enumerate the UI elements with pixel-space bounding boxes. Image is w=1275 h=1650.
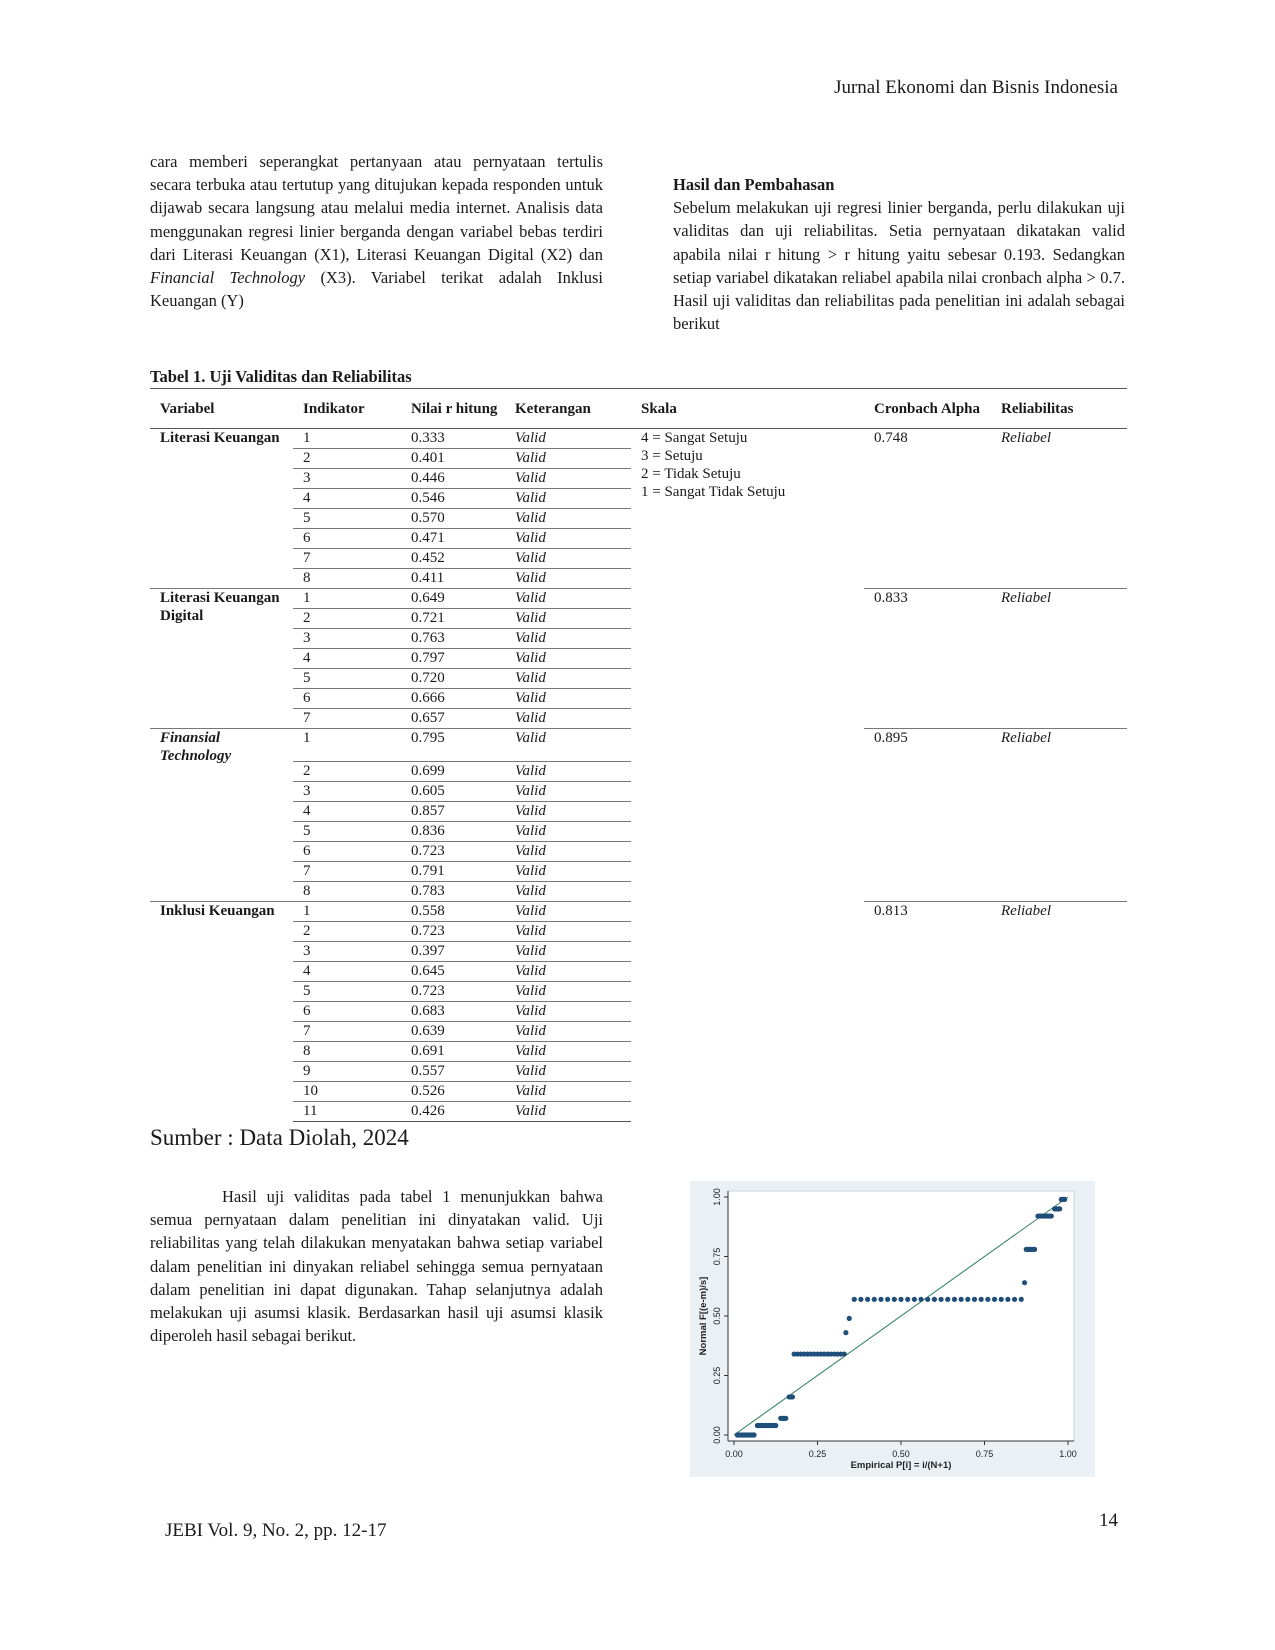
indicator-cell: 6 [293, 689, 401, 709]
keterangan-cell: Valid [505, 1062, 631, 1082]
keterangan-cell: Valid [505, 762, 631, 782]
r-value-cell: 0.401 [401, 449, 505, 469]
y-tick-label: 0.50 [712, 1307, 722, 1325]
data-point [945, 1297, 950, 1302]
y-tick-label: 1.00 [712, 1188, 722, 1206]
paragraph-methods-italic: Financial Technology [150, 268, 306, 288]
indicator-cell: 6 [293, 529, 401, 549]
indicator-cell: 4 [293, 649, 401, 669]
scale-item: 3 = Setuju [641, 448, 703, 464]
header-nilai-r: Nilai r hitung [401, 389, 505, 429]
indicator-cell: 3 [293, 469, 401, 489]
reliabilitas-cell: Reliabel [991, 902, 1127, 1122]
indicator-cell: 10 [293, 1082, 401, 1102]
indicator-cell: 4 [293, 802, 401, 822]
keterangan-cell: Valid [505, 802, 631, 822]
r-value-cell: 0.649 [401, 589, 505, 609]
indicator-cell: 1 [293, 589, 401, 609]
keterangan-cell: Valid [505, 842, 631, 862]
reliabilitas-cell: Reliabel [991, 589, 1127, 729]
data-point [1057, 1206, 1062, 1211]
indicator-cell: 3 [293, 942, 401, 962]
keterangan-cell: Valid [505, 489, 631, 509]
indicator-cell: 8 [293, 1042, 401, 1062]
keterangan-cell: Valid [505, 1042, 631, 1062]
indicator-cell: 5 [293, 982, 401, 1002]
data-point [885, 1297, 890, 1302]
r-value-cell: 0.797 [401, 649, 505, 669]
r-value-cell: 0.791 [401, 862, 505, 882]
data-point [773, 1423, 778, 1428]
keterangan-cell: Valid [505, 569, 631, 589]
keterangan-cell: Valid [505, 782, 631, 802]
indicator-cell: 3 [293, 629, 401, 649]
r-value-cell: 0.723 [401, 982, 505, 1002]
r-value-cell: 0.397 [401, 942, 505, 962]
data-point [858, 1297, 863, 1302]
indicator-cell: 2 [293, 449, 401, 469]
indicator-cell: 6 [293, 842, 401, 862]
keterangan-cell: Valid [505, 1082, 631, 1102]
data-point [878, 1297, 883, 1302]
y-tick-label: 0.00 [712, 1426, 722, 1444]
data-point [965, 1297, 970, 1302]
variable-name: Inklusi Keuangan [150, 902, 293, 1122]
data-point [847, 1316, 852, 1321]
data-point [952, 1297, 957, 1302]
data-point [852, 1297, 857, 1302]
indicator-cell: 8 [293, 569, 401, 589]
x-tick-label: 0.50 [892, 1449, 910, 1459]
paragraph-methods: cara memberi seperangkat pertanyaan atau pernyataan tertulis secara terbuka atau tertutup yang ditujukan kepada responden untuk dijawab secara langsung atau melalui media internet. Analisis data menggunakan regresi linier berganda dengan variabel bebas terdiri dari Literasi Keuangan (X1), Literasi Keuangan Digital (X2) dan [150, 152, 603, 264]
indicator-cell: 1 [293, 729, 401, 762]
data-point [905, 1297, 910, 1302]
header-keterangan: Keterangan [505, 389, 631, 429]
r-value-cell: 0.691 [401, 1042, 505, 1062]
paragraph-methods-end: (X3). Variabel terikat adalah Inklusi Keuangan (Y) [150, 268, 604, 311]
keterangan-cell: Valid [505, 1002, 631, 1022]
data-point [842, 1351, 847, 1356]
x-tick-label: 0.25 [808, 1449, 827, 1459]
indicator-cell: 2 [293, 922, 401, 942]
r-value-cell: 0.720 [401, 669, 505, 689]
header-reliabilitas: Reliabilitas [991, 389, 1127, 429]
data-point [790, 1394, 795, 1399]
reliabilitas-cell: Reliabel [1001, 430, 1051, 446]
data-point [751, 1432, 756, 1437]
data-point [898, 1297, 903, 1302]
r-value-cell: 0.426 [401, 1102, 505, 1122]
r-value-cell: 0.333 [401, 429, 505, 449]
keterangan-cell: Valid [505, 882, 631, 902]
data-point [992, 1297, 997, 1302]
indicator-cell: 8 [293, 882, 401, 902]
paragraph-validity-result: Hasil uji validitas pada tabel 1 menunjukkan bahwa semua pernyataan dalam penelitian ini dinyatakan valid. Uji reliabilitas yang telah dilakukan menyatakan bahwa setiap variabel dalam penelitian ini dinyakan reliabel sehingga semua pernyataan dalam penelitian ini dapat digunakan. Tahap selanjutnya adalah melakukan uji asumsi klasik. Berdasarkan hasil uji asumsi klasik diperoleh hasil sebagai berikut. [150, 1187, 603, 1346]
data-point [1032, 1247, 1037, 1252]
right-column-text [673, 173, 1125, 335]
r-value-cell: 0.683 [401, 1002, 505, 1022]
x-tick-label: 0.75 [975, 1449, 994, 1459]
variable-name: Finansial Technology [150, 729, 293, 902]
scale-item: 4 = Sangat Setuju [641, 430, 748, 446]
keterangan-cell: Valid [505, 469, 631, 489]
cronbach-alpha-cell: 0.895 [864, 729, 991, 902]
r-value-cell: 0.723 [401, 842, 505, 862]
data-point [1049, 1213, 1054, 1218]
keterangan-cell: Valid [505, 629, 631, 649]
data-point [1012, 1297, 1017, 1302]
r-value-cell: 0.857 [401, 802, 505, 822]
keterangan-cell: Valid [505, 589, 631, 609]
keterangan-cell: Valid [505, 862, 631, 882]
left-column-text [150, 150, 603, 312]
x-tick-label: 1.00 [1059, 1449, 1077, 1459]
r-value-cell: 0.699 [401, 762, 505, 782]
data-point [892, 1297, 897, 1302]
indicator-cell: 5 [293, 822, 401, 842]
r-value-cell: 0.666 [401, 689, 505, 709]
y-tick-label: 0.75 [712, 1247, 722, 1266]
x-tick-label: 0.00 [725, 1449, 743, 1459]
indicator-cell: 1 [293, 429, 401, 449]
data-point [872, 1297, 877, 1302]
r-value-cell: 0.795 [401, 729, 505, 762]
keterangan-cell: Valid [505, 609, 631, 629]
r-value-cell: 0.526 [401, 1082, 505, 1102]
normality-pp-plot [690, 1181, 1095, 1477]
cronbach-alpha-cell: 0.813 [864, 902, 991, 1122]
r-value-cell: 0.546 [401, 489, 505, 509]
r-value-cell: 0.558 [401, 902, 505, 922]
keterangan-cell: Valid [505, 822, 631, 842]
keterangan-cell: Valid [505, 729, 631, 762]
pp-plot-svg [690, 1181, 1095, 1477]
data-point [938, 1297, 943, 1302]
keterangan-cell: Valid [505, 689, 631, 709]
indicator-cell: 9 [293, 1062, 401, 1082]
r-value-cell: 0.452 [401, 549, 505, 569]
data-point [999, 1297, 1004, 1302]
header-indikator: Indikator [293, 389, 401, 429]
data-point [1019, 1297, 1024, 1302]
keterangan-cell: Valid [505, 709, 631, 729]
indicator-cell: 5 [293, 669, 401, 689]
data-point [979, 1297, 984, 1302]
keterangan-cell: Valid [505, 649, 631, 669]
data-point [843, 1330, 848, 1335]
data-point [918, 1297, 923, 1302]
data-point [865, 1297, 870, 1302]
indicator-cell: 1 [293, 902, 401, 922]
indicator-cell: 7 [293, 1022, 401, 1042]
r-value-cell: 0.605 [401, 782, 505, 802]
header-cronbach-alpha: Cronbach Alpha [864, 389, 991, 429]
r-value-cell: 0.657 [401, 709, 505, 729]
page-number: 14 [1099, 1510, 1118, 1531]
validity-reliability-table [150, 388, 1127, 1122]
paragraph-results-intro: Sebelum melakukan uji regresi linier berganda, perlu dilakukan uji validitas dan uji reliabilitas. Setia pernyataan dikatakan valid apabila nilai r hitung > r hitung yaitu sebesar 0.193. Sedangkan setiap variabel dikatakan reliabel apabila nilai cronbach alpha > 0.7. Hasil uji validitas dan reliabilitas pada penelitian ini adalah sebagai berikut [673, 198, 1125, 334]
x-axis-label: Empirical P[i] = i/(N+1) [850, 1460, 952, 1471]
indicator-cell: 4 [293, 489, 401, 509]
indicator-cell: 11 [293, 1102, 401, 1122]
cronbach-alpha-cell: 0.833 [864, 589, 991, 729]
keterangan-cell: Valid [505, 549, 631, 569]
keterangan-cell: Valid [505, 509, 631, 529]
keterangan-cell: Valid [505, 1102, 631, 1122]
bottom-column-text [150, 1185, 603, 1347]
cronbach-alpha-cell: 0.748 [874, 430, 908, 446]
table-header-row [150, 389, 1127, 429]
keterangan-cell: Valid [505, 902, 631, 922]
journal-header: Jurnal Ekonomi dan Bisnis Indonesia [834, 77, 1118, 98]
keterangan-cell: Valid [505, 1022, 631, 1042]
data-point [1022, 1280, 1027, 1285]
table-body [150, 429, 1127, 1122]
data-point [959, 1297, 964, 1302]
table-source: Sumber : Data Diolah, 2024 [150, 1125, 409, 1150]
r-value-cell: 0.783 [401, 882, 505, 902]
data-point [932, 1297, 937, 1302]
data-point [912, 1297, 917, 1302]
r-value-cell: 0.721 [401, 609, 505, 629]
scale-item: 1 = Sangat Tidak Setuju [641, 484, 786, 500]
y-axis-label: Normal F[(e-m)/s] [698, 1276, 709, 1356]
indicator-cell: 2 [293, 762, 401, 782]
keterangan-cell: Valid [505, 529, 631, 549]
keterangan-cell: Valid [505, 429, 631, 449]
section-title: Hasil dan Pembahasan [673, 175, 835, 194]
r-value-cell: 0.446 [401, 469, 505, 489]
keterangan-cell: Valid [505, 669, 631, 689]
r-value-cell: 0.763 [401, 629, 505, 649]
r-value-cell: 0.723 [401, 922, 505, 942]
keterangan-cell: Valid [505, 982, 631, 1002]
r-value-cell: 0.471 [401, 529, 505, 549]
indicator-cell: 7 [293, 709, 401, 729]
indicator-cell: 4 [293, 962, 401, 982]
indicator-cell: 7 [293, 862, 401, 882]
table-caption: Tabel 1. Uji Validitas dan Reliabilitas [150, 367, 412, 386]
data-point [972, 1297, 977, 1302]
keterangan-cell: Valid [505, 962, 631, 982]
r-value-cell: 0.836 [401, 822, 505, 842]
keterangan-cell: Valid [505, 922, 631, 942]
variable-name: Literasi Keuangan Digital [150, 589, 293, 729]
data-point [925, 1297, 930, 1302]
variable-name: Literasi Keuangan [160, 430, 280, 446]
indicator-cell: 7 [293, 549, 401, 569]
r-value-cell: 0.557 [401, 1062, 505, 1082]
reliabilitas-cell: Reliabel [991, 729, 1127, 902]
keterangan-cell: Valid [505, 942, 631, 962]
indicator-cell: 3 [293, 782, 401, 802]
keterangan-cell: Valid [505, 449, 631, 469]
y-tick-label: 0.25 [712, 1366, 722, 1385]
data-point [1005, 1297, 1010, 1302]
data-point [783, 1416, 788, 1421]
header-variabel: Variabel [150, 389, 293, 429]
scale-item: 2 = Tidak Setuju [641, 466, 741, 482]
r-value-cell: 0.645 [401, 962, 505, 982]
header-skala: Skala [631, 389, 864, 429]
data-point [1062, 1197, 1067, 1202]
indicator-cell: 6 [293, 1002, 401, 1022]
r-value-cell: 0.570 [401, 509, 505, 529]
indicator-cell: 5 [293, 509, 401, 529]
table-row [150, 429, 1127, 449]
r-value-cell: 0.639 [401, 1022, 505, 1042]
indicator-cell: 2 [293, 609, 401, 629]
scale-cell [631, 429, 864, 1122]
r-value-cell: 0.411 [401, 569, 505, 589]
data-point [985, 1297, 990, 1302]
footer-citation: JEBI Vol. 9, No. 2, pp. 12-17 [165, 1520, 387, 1541]
